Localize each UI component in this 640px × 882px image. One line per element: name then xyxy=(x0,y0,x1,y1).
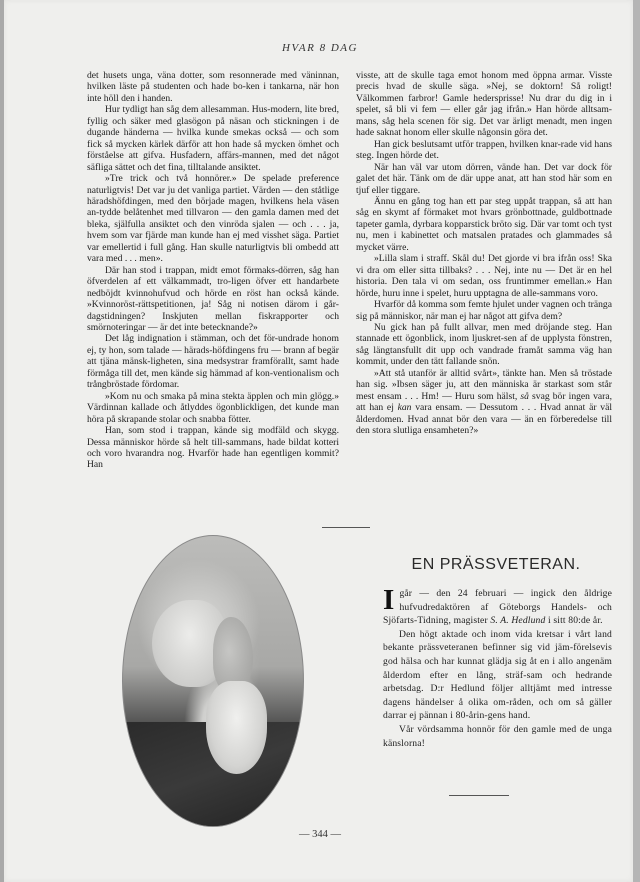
page-number: — 344 — xyxy=(299,829,341,840)
drop-cap: I xyxy=(383,584,395,616)
portrait-beard xyxy=(206,681,267,774)
paragraph: Ännu en gång tog han ett par steg uppåt trappan, så att han såg en skymt af förmaket mot hvars grönbottnade, guldbottnade tapeter gamla, dyrbara kopparstick bröto sig. Där var tomt och tyst nu, men i kabinettet och matsalen pratades och glammades så mycket värre. xyxy=(356,195,612,253)
person-name: S. A. Hedlund xyxy=(490,615,546,627)
paragraph: Vår vördsamma honnör för den gamle med de unga känslorna! xyxy=(383,723,612,749)
article-body xyxy=(383,584,612,750)
paragraph: Nu gick han på fullt allvar, men med dröjande steg. Han stannade ett ögonblick, inom ljuskret-sen af de upplysta fönstren, såg längtansfullt dit upp och vandrade framåt samma väg han kommit, under den tätt fallande snön. xyxy=(356,321,612,368)
end-divider xyxy=(449,795,509,796)
paragraph: När han väl var utom dörren, vände han. Det var dock för galet det här. Tänk om de där uppe anat, att han stod här som en tjuf eller tiggare. xyxy=(356,161,612,196)
story-left-column xyxy=(87,70,339,471)
story-right-column xyxy=(356,70,612,437)
paragraph: det husets unga, väna dotter, som resonnerade med väninnan, hvilken läste på studenten och hade bo-ken i tankarna, när hon inte höll den i handen. xyxy=(87,70,339,104)
paragraph: Han gick beslutsamt utför trappen, hvilken knar-rade vid hans steg. Ingen hörde det. xyxy=(356,138,612,162)
article-lead: I går — den 24 februari — ingick den åldrige hufvudredaktören af Göteborgs Handels- och Sjöfarts-Tidning, magister S. A. Hedlund i sitt 80:de år. xyxy=(383,584,612,627)
paragraph: Där han stod i trappan, midt emot förmaks-dörren, såg han öfverdelen af ett välkammadt, tro-ligen öfver ett handarbete nedböjdt kvinnohufvud och hörde en röst han också kände. »Kvinnoröst-rättspetitionen, ja! Såg ni notisen därom i går-dagstidningen? Inskjuten mellan fiskrapporter och smörnoteringar — är det inte betecknande?» xyxy=(87,264,339,333)
paragraph: visste, att de skulle taga emot honom med öppna armar. Visste precis hvad de skulle säga. »Nej, se doktorn! Så roligt! Välkommen farbror! Gamle hedersprisse! Nu drar du dig in i spelet, så bli vi fem — eller går jag ifrån.» Han hörde alltsam-mans, såg hela scenen för sig. Det var ärligt menadt, men ingen hade saknat honom eller skulle någonsin göra det. xyxy=(356,70,612,139)
page-edge-right xyxy=(633,0,640,882)
emphasis: så xyxy=(520,390,529,402)
section-divider xyxy=(322,527,370,528)
paragraph-final: »Att stå utanför är alltid svårt», tänkte han. Men så tröstade han sig. »Ibsen säger ju, att den människa är starkast som står mest ensam . . . Hm! — Huru som hälst, så svag bör ingen vara, att han ej kan vara ensam. — Dessutom . . . Hvad annat är väl ålderdomen. Hvad annat bör den vara — än en förberedelse till den stora slutliga ensamheten?» xyxy=(356,367,612,437)
paragraph: Hvarför då komma som femte hjulet under vagnen och tränga sig på människor, när man ej har något att gifva dem? xyxy=(356,299,612,322)
paragraph: »Lilla slam i straff. Skål du! Det gjorde vi bra ifrån oss! Ska vi dra om eller sitta tillbaks? . . . Nej, inte nu — Det är en hel historia. Den tala vi om sedan, oss fruntimmer emellan.» Han hörde, huru inne i spelet, huru upptagna de alle-sammans voro. xyxy=(356,253,612,299)
paragraph: »Kom nu och smaka på mina stekta äpplen och min glögg.» Värdinnan kallade och åtlyddes ögonblickligen, det kunde man höra på skrapande stolar och snabba fötter. xyxy=(87,390,339,425)
paragraph: Han, som stod i trappan, kände sig modfäld och skygg. Dessa människor hörde så helt till-sammans, hade bildat kotteri och voro hvarandra nog. Hvarför hade han egentligen kommit? Han xyxy=(87,425,339,471)
paragraph: Hur tydligt han såg dem allesamman. Hus-modern, lite bred, fyllig och säker med glasögon på näsan och stickningen i de dugande händerna — hvilka kunde smekas också — och som fick så mycken kärlek därför att hon hade så mycken ömhet och förståelse att gifva. Husfadern, affärs-mannen, med det något säfliga sättet och det fina, tilltalande ansiktet. xyxy=(87,104,339,173)
portrait-photo xyxy=(122,535,304,827)
paragraph: Den högt aktade och inom vida kretsar i vårt land bekante prässveteranen befinner sig vid jäm-förelsevis god hälsa och har kunnat glädja sig åt en i allo angenäm ålderdom efter en lång, sträf-sam och hedrande arbetsdag. D:r Hedlund följer alltjämt med intresse dagens händelser å olika om-råden, och om så gäller darrar ej pännan i 80-årin-gens hand. xyxy=(383,628,612,722)
article-title: EN PRÄSSVETERAN. xyxy=(411,556,581,573)
paragraph: »Tre trick och två honnörer.» De spelade preference naturligtvis! Det var ju det vanliga partiet. Värden — den ståtlige häradshöfdingen, med den började magen, hvilkens hela väsen an-tydde belåtenhet med tillvaron — den gamla damen med det bleka, själfulla ansiktet och den vinröda sjalen — och . . . ja, hvem som var fjärde man kunde han ej med visshet säga. Partiet var emellertid i full gång. Han skulle naturligtvis bli ombedd att vara med . . . men». xyxy=(87,173,339,265)
paragraph: Det låg indignation i stämman, och det för-undrade honom ej, ty hon, som talade — härads-höfdingens fru — brann af begär att tjäna mänsk-ligheten, sina medsystrar framförallt, samt hade förmåga till det, men kände sig hämmad af kon-ventionalism och trångbröstade fördomar. xyxy=(87,333,339,391)
running-head: HVAR 8 DAG xyxy=(282,42,358,54)
emphasis: kan xyxy=(397,402,412,414)
